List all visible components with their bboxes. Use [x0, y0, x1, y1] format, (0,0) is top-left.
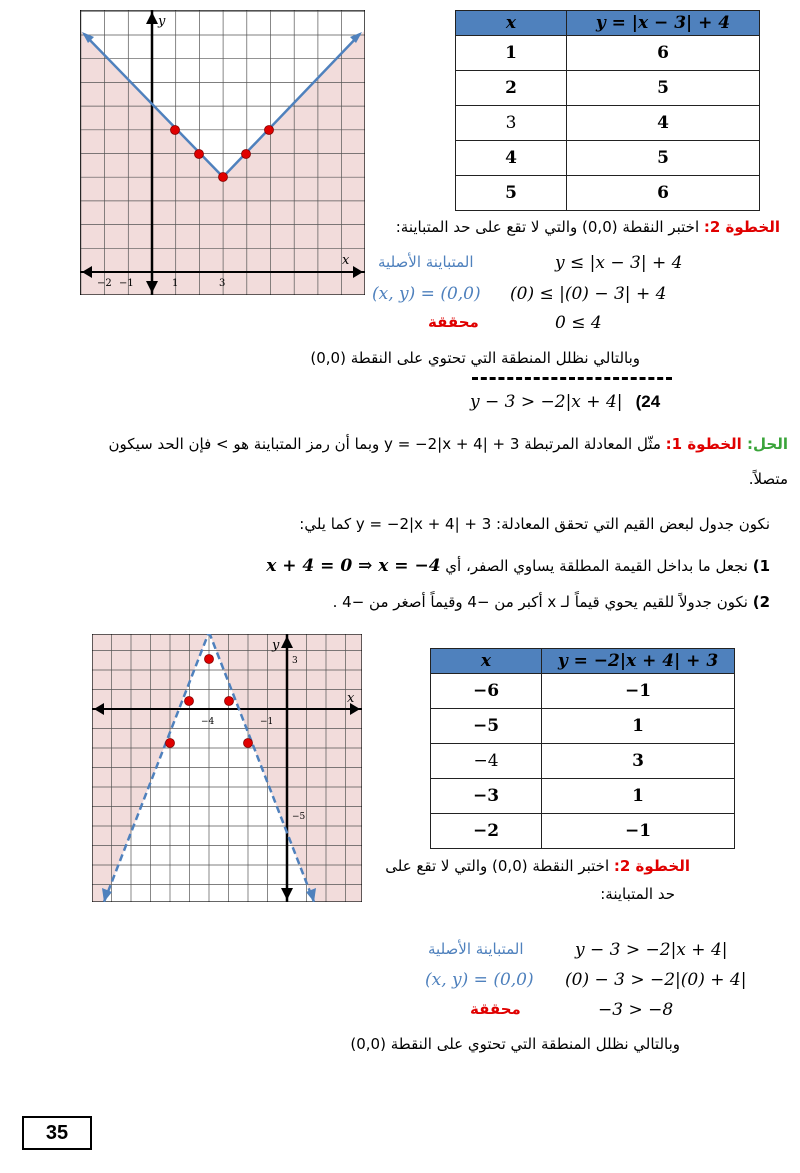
tick-label: 3 [219, 278, 226, 289]
step-text: اختبر النقطة (0,0) والتي لا تقع على حد المتباينة: [395, 218, 704, 236]
table-row [431, 779, 735, 814]
cell-y: 5 [567, 141, 760, 176]
cell-y: 6 [567, 176, 760, 211]
point-1-6 [171, 126, 180, 135]
point-4-5 [242, 150, 251, 159]
cell-y: −1 [542, 674, 735, 709]
table-header-x: x [456, 11, 567, 36]
point-neg6-neg1 [166, 739, 175, 748]
table-row [456, 36, 760, 71]
point-2-5 [195, 150, 204, 159]
solution-line-2: متصلاً. [748, 470, 788, 488]
table-row [456, 176, 760, 211]
cell-x: 5 [456, 176, 567, 211]
cell-x: 2 [456, 71, 567, 106]
item-number: 1) [752, 557, 770, 575]
table-row [431, 674, 735, 709]
table-header-y: y = −2|x + 4| + 3 [542, 649, 735, 674]
item-number: 2) [752, 593, 770, 611]
step-label: الخطوة 2: [703, 218, 780, 236]
cell-x: 1 [456, 36, 567, 71]
cell-x: −4 [431, 744, 542, 779]
graph-2 [92, 634, 362, 902]
original-inequality: y − 3 > −2|x + 4| [575, 940, 728, 960]
problem-math: y − 3 > −2|x + 4| [470, 392, 623, 412]
list-item [333, 593, 770, 611]
step-label: الخطوة 1: [665, 435, 748, 453]
step-text: اختبر النقطة (0,0) والتي لا تقع على [385, 857, 614, 875]
table-row [431, 814, 735, 849]
axis-label-y: y [272, 638, 280, 653]
cell-x: −3 [431, 779, 542, 814]
table-row [431, 709, 735, 744]
point-neg5-1 [185, 697, 194, 706]
step2-instruction [385, 857, 690, 875]
tick-label: −1 [260, 717, 274, 727]
table-row [456, 141, 760, 176]
page-number: 35 [22, 1116, 92, 1150]
tick-label: −2 [97, 278, 112, 289]
table-row [456, 71, 760, 106]
cell-x: −6 [431, 674, 542, 709]
point-neg3-1 [225, 697, 234, 706]
axis-label-x: x [342, 253, 350, 268]
conclusion: وبالتالي نظلل المنطقة التي تحتوي على النقطة (0,0) [350, 1035, 680, 1053]
values-table-1 [455, 10, 760, 211]
step2-instruction [396, 218, 780, 236]
true-label: محققة [428, 313, 479, 331]
separator [472, 377, 672, 380]
true-label: محققة [470, 1000, 521, 1018]
graph-1 [80, 10, 365, 295]
solution-label: الحل: [747, 435, 788, 453]
cell-x: 3 [456, 106, 567, 141]
cell-y: 5 [567, 71, 760, 106]
cell-x: −2 [431, 814, 542, 849]
problem-24 [470, 392, 660, 412]
step-label: الخطوة 2: [613, 857, 690, 875]
item-text: نكون جدولاً للقيم يحوي قيماً لـ x أكبر من −4 وقيماً أصغر من −4 . [332, 593, 753, 611]
tick-label: 3 [292, 656, 298, 666]
values-table-2 [430, 648, 735, 849]
cell-x: −5 [431, 709, 542, 744]
cell-y: 1 [542, 779, 735, 814]
cell-y: 6 [567, 36, 760, 71]
conclusion: وبالتالي نظلل المنطقة التي تحتوي على النقطة (0,0) [310, 349, 640, 367]
substitution: (0) ≤ |(0) − 3| + 4 [510, 284, 667, 304]
solution-line-1 [109, 435, 788, 453]
table-header-y: y = |x − 3| + 4 [567, 11, 760, 36]
step2-instruction-cont: حد المتباينة: [600, 885, 675, 903]
result: −3 > −8 [598, 1000, 674, 1020]
point-5-6 [265, 126, 274, 135]
tick-label: −1 [119, 278, 134, 289]
result: 0 ≤ 4 [555, 313, 602, 333]
table-row [431, 744, 735, 779]
tick-label: 1 [172, 278, 179, 289]
cell-y: 1 [542, 709, 735, 744]
item-math: x + 4 = 0 ⇒ x = −4 [266, 556, 441, 576]
point-neg4-3 [205, 655, 214, 664]
axis-label-y: y [158, 14, 166, 29]
axis-label-x: x [347, 691, 355, 706]
original-inequality: y ≤ |x − 3| + 4 [555, 253, 683, 273]
cell-y: −1 [542, 814, 735, 849]
test-point: (x, y) = (0,0) [425, 970, 534, 990]
solution-text: مثّل المعادلة المرتبطة y = −2|x + 4| + 3 وبما أن رمز المتباينة هو > فإن الحد سيكون [108, 435, 666, 453]
test-point: (x, y) = (0,0) [372, 284, 481, 304]
point-3-4 [219, 173, 228, 182]
problem-number: (24 [635, 392, 661, 411]
table-row [456, 106, 760, 141]
cell-x: 4 [456, 141, 567, 176]
original-inequality-label: المتباينة الأصلية [428, 940, 524, 958]
table-header-x: x [431, 649, 542, 674]
point-neg2-neg1 [244, 739, 253, 748]
cell-y: 3 [542, 744, 735, 779]
list-item [266, 556, 770, 576]
cell-y: 4 [567, 106, 760, 141]
substitution: (0) − 3 > −2|(0) + 4| [565, 970, 747, 990]
table-intro: نكون جدول لبعض القيم التي تحقق المعادلة: y = −2|x + 4| + 3 كما يلي: [299, 515, 770, 533]
tick-label: −5 [292, 812, 306, 822]
tick-label: −4 [201, 717, 215, 727]
original-inequality-label: المتباينة الأصلية [378, 253, 474, 271]
item-text: نجعل ما بداخل القيمة المطلقة يساوي الصفر، أي [440, 557, 753, 575]
